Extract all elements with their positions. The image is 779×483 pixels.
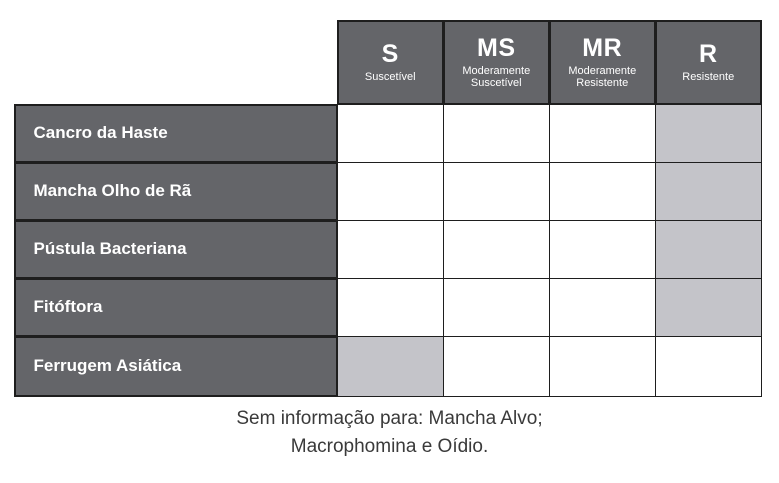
column-header-s: S Suscetível	[337, 20, 445, 106]
table-cell	[443, 278, 551, 338]
footnote-line-2: Macrophomina e Oídio.	[290, 436, 489, 457]
table-corner	[14, 20, 339, 106]
row-label: Fitóftora	[14, 278, 339, 338]
footnote-line-1: Sem informação para: Mancha Alvo;	[236, 408, 543, 429]
footnote	[0, 405, 779, 461]
column-header-r: R Resistente	[655, 20, 763, 106]
table-cell	[443, 162, 551, 222]
column-header-ms: MS Moderamente Suscetível	[443, 20, 551, 106]
table-cell	[655, 336, 763, 398]
table-cell	[549, 162, 657, 222]
table-cell	[337, 162, 445, 222]
table-cell	[549, 336, 657, 398]
table-cell	[655, 220, 763, 280]
column-header-mr: MR Moderamente Resistente	[549, 20, 657, 106]
table-cell	[443, 220, 551, 280]
table-cell	[337, 220, 445, 280]
row-label: Cancro da Haste	[14, 104, 339, 164]
row-label: Mancha Olho de Rã	[14, 162, 339, 222]
table-cell	[655, 162, 763, 222]
table-cell	[549, 278, 657, 338]
table-cell	[549, 220, 657, 280]
table-cell	[337, 104, 445, 164]
table-cell	[337, 336, 445, 398]
table-cell	[655, 278, 763, 338]
table-cell	[443, 336, 551, 398]
table-cell	[443, 104, 551, 164]
table-cell	[549, 104, 657, 164]
row-label: Ferrugem Asiática	[14, 336, 339, 398]
table-cell	[655, 104, 763, 164]
resistance-table	[15, 21, 762, 397]
table-cell	[337, 278, 445, 338]
row-label: Pústula Bacteriana	[14, 220, 339, 280]
